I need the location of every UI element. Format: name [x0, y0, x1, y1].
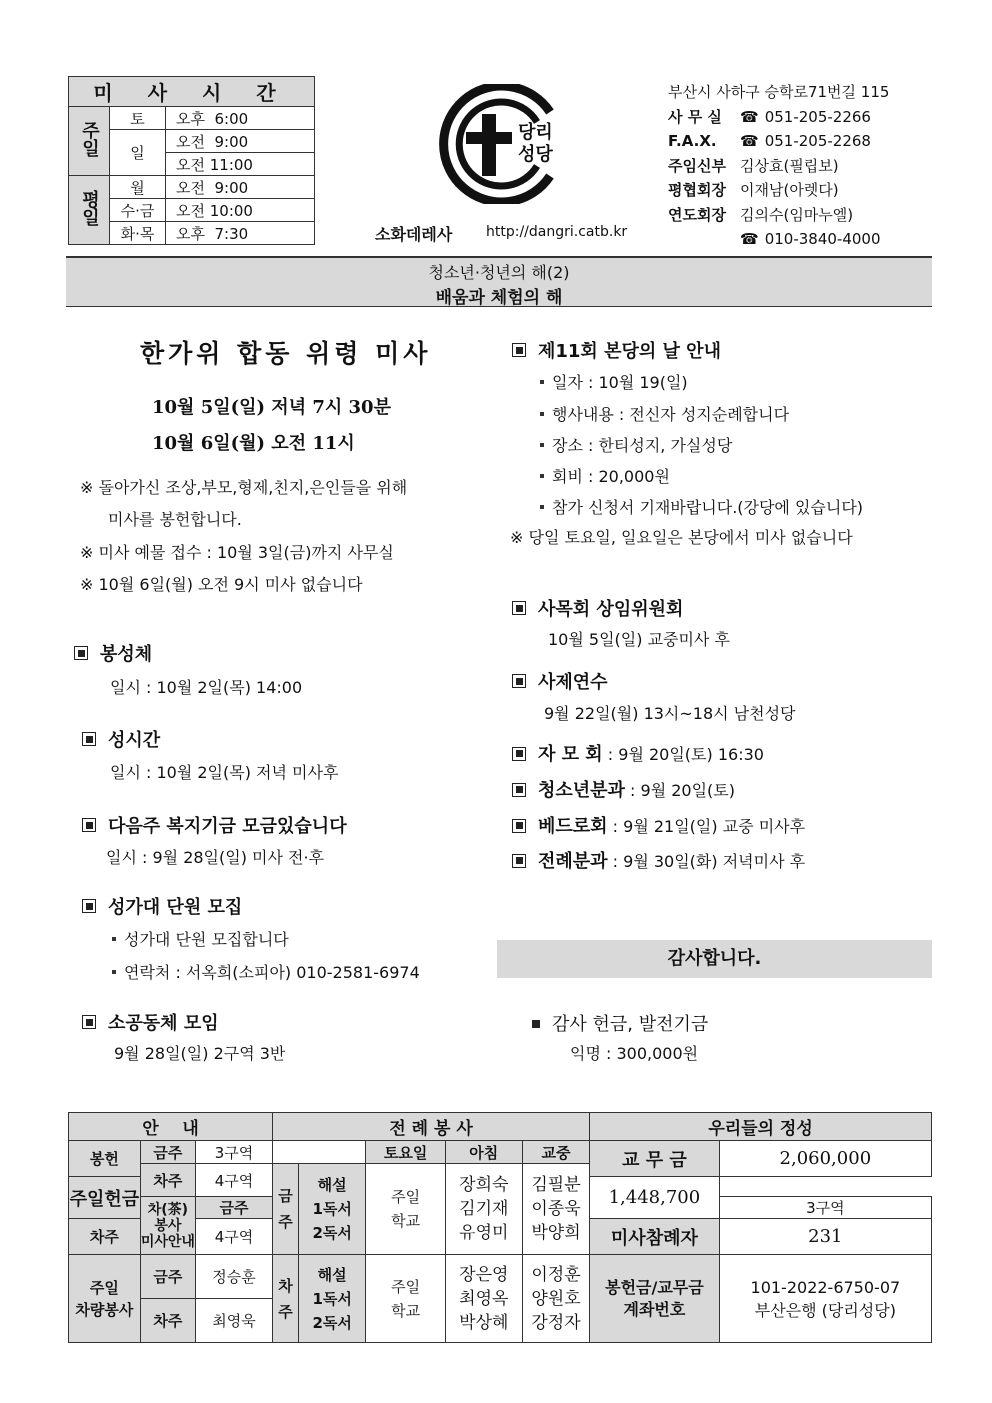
col-header: 아침: [445, 1141, 522, 1164]
day-cell: 화·목: [110, 222, 166, 245]
note-1: ※ 돌아가신 조상,부모,형제,친지,은인들을 위해: [80, 478, 408, 497]
sunday-label: 주일: [69, 107, 110, 176]
time-cell: 오전 10:00: [166, 199, 315, 222]
saturday-cell: 주일 학교: [366, 1164, 445, 1255]
name-cell: 유영미: [459, 1223, 509, 1243]
pilgrim-note: ※ 당일 토요일, 일요일은 본당에서 미사 없습니다: [510, 528, 853, 547]
account-label: 봉헌금/교무금 계좌번호: [590, 1255, 720, 1343]
time-cell: 오전 9:00: [166, 130, 315, 153]
short-item: 베드로회 : 9월 21일(일) 교중 미사후: [512, 812, 805, 838]
address: 부산시 사하구 승학로71번길 115: [668, 83, 890, 101]
time-cell: 오후 7:30: [166, 222, 315, 245]
bottom-info-table: [68, 1112, 932, 1343]
fax-number: 051-205-2268: [764, 132, 871, 150]
list-item: 참가 신청서 기재바랍니다.(강당에 있습니다): [540, 492, 863, 523]
office-label: 사 무 실: [668, 107, 722, 126]
website-link[interactable]: http://dangri.catb.kr: [486, 224, 628, 240]
phone-icon: ☎: [740, 132, 759, 150]
fed-phone: 010-3840-4000: [764, 230, 881, 248]
col-header: 토요일: [366, 1141, 445, 1164]
guide-week: 차주: [69, 1219, 141, 1255]
this-week-label: 금 주: [273, 1164, 299, 1255]
pastor-label: 주임신부: [668, 156, 726, 175]
next-week-label: 차 주: [273, 1255, 299, 1343]
section-title: 제11회 본당의 날 안내: [512, 337, 721, 363]
name-cell: 박상혜: [459, 1312, 509, 1333]
note-3: ※ 미사 예물 접수 : 10월 3일(금)까지 사무실: [80, 543, 394, 562]
guide-value: 4구역: [195, 1164, 272, 1197]
council-name: 이재남(아렛다): [740, 181, 839, 199]
filled-square-icon: [532, 1020, 540, 1028]
chuseok-date-2: 10월 6일(월) 오전 11시: [152, 433, 355, 454]
guide-week: 금주: [140, 1255, 195, 1299]
guide-label: 주일 차량봉사: [69, 1255, 141, 1343]
parish-logo: [432, 84, 572, 204]
offering-header: 우리들의 정성: [590, 1113, 932, 1141]
day-cell: 수·금: [110, 199, 166, 222]
section-title: 성가대 단원 모집: [82, 893, 242, 919]
section-title: 봉성체: [74, 640, 152, 666]
offering-value: 231: [719, 1219, 931, 1255]
col-header: 교중: [522, 1141, 589, 1164]
liturgy-header: 전 례 봉 사: [273, 1113, 590, 1141]
roles-label: 해설 1독서 2독서: [298, 1255, 366, 1343]
roles-label: 해설 1독서 2독서: [298, 1164, 366, 1255]
time-cell: 오전 11:00: [166, 153, 315, 176]
thanks-item: 감사 헌금, 발전기금: [532, 1010, 708, 1036]
account-number: 101-2022-6750-07: [750, 1277, 901, 1297]
name-cell: 박양희: [531, 1223, 581, 1243]
guide-value: 4구역: [195, 1219, 272, 1255]
name-cell: 이종욱: [531, 1199, 581, 1219]
section-body: 일시 : 10월 2일(목) 14:00: [110, 678, 303, 697]
square-bullet-icon: [512, 819, 526, 833]
short-item: 전례분과 : 9월 30일(화) 저녁미사 후: [512, 847, 805, 873]
short-item: 청소년분과 : 9월 20일(토): [512, 776, 735, 802]
square-bullet-icon: [512, 854, 526, 868]
phone-icon: ☎: [740, 230, 759, 248]
section-title: 소공동체 모임: [82, 1009, 219, 1035]
square-bullet-icon: [82, 899, 96, 913]
offering-label: 교 무 금: [590, 1141, 720, 1177]
guide-value: 정승훈: [195, 1255, 272, 1299]
name-cell: 양원호: [531, 1288, 581, 1309]
list-item: 장소 : 한티성지, 가실성당: [540, 430, 732, 461]
name-cell: 최영옥: [459, 1288, 509, 1309]
thanks-detail: 익명 : 300,000원: [570, 1044, 699, 1063]
pastor-name: 김상효(필립보): [740, 156, 839, 175]
section-body: 일시 : 9월 28일(일) 미사 전·후: [106, 848, 325, 867]
logo-text-top: 당리: [518, 122, 553, 143]
guide-week: 금주: [140, 1141, 195, 1164]
section-title: 성시간: [82, 726, 160, 752]
list-item: 성가대 단원 모집합니다: [112, 924, 289, 955]
list-item: 연락처 : 서옥희(소피아) 010-2581-6974: [112, 957, 420, 988]
square-bullet-icon: [74, 646, 88, 660]
guide-value: 3구역: [195, 1141, 272, 1164]
saturday-cell: 주일 학교: [366, 1255, 445, 1343]
council-label: 평협회장: [668, 181, 726, 199]
guide-week: 금주: [195, 1197, 272, 1219]
name-cell: 강정자: [531, 1312, 581, 1333]
contact-block: [668, 80, 889, 252]
fed-label: 연도회장: [668, 205, 726, 224]
banner-line2: 배움과 체험의 해: [435, 288, 563, 308]
name-cell: 장은영: [459, 1264, 509, 1285]
logo-caption: 소화데레사: [375, 225, 453, 244]
square-bullet-icon: [512, 783, 526, 797]
square-bullet-icon: [82, 818, 96, 832]
weekday-label: 평일: [69, 176, 110, 245]
fax-label: F.A.X.: [668, 132, 717, 150]
chuseok-date-1: 10월 5일(일) 저녁 7시 30분: [152, 397, 391, 418]
square-bullet-icon: [512, 343, 526, 357]
guide-header: 안 내: [69, 1113, 273, 1141]
name-cell: 김기재: [459, 1199, 509, 1219]
office-phone: 051-205-2266: [764, 107, 871, 126]
name-cell: 김필분: [531, 1175, 581, 1195]
day-cell: 토: [110, 107, 166, 130]
phone-icon: ☎: [740, 107, 759, 126]
guide-label: 차(茶) 봉사 미사안내: [140, 1197, 195, 1255]
list-item: 일자 : 10월 19(일): [540, 367, 688, 398]
logo-text-bottom: 성당: [518, 144, 553, 165]
section-title: 사목회 상임위원회: [512, 595, 683, 621]
offering-label: 미사참례자: [590, 1219, 720, 1255]
square-bullet-icon: [82, 732, 96, 746]
square-bullet-icon: [512, 674, 526, 688]
short-item: 자 모 회 : 9월 20일(토) 16:30: [512, 740, 764, 766]
section-title: 사제연수: [512, 668, 608, 694]
day-cell: 월: [110, 176, 166, 199]
account-bank: 부산은행 (당리성당): [754, 1300, 896, 1320]
section-body: 일시 : 10월 2일(목) 저녁 미사후: [110, 763, 339, 782]
fed-name: 김의수(임마누엘): [740, 205, 854, 224]
section-body: 9월 22일(월) 13시~18시 남천성당: [544, 704, 796, 723]
section-body: 9월 28일(일) 2구역 3반: [114, 1044, 286, 1063]
name-cell: 장희숙: [459, 1175, 509, 1195]
square-bullet-icon: [512, 601, 526, 615]
thanks-box: 감사합니다.: [497, 940, 932, 978]
banner-line1: 청소년·청년의 해(2): [428, 263, 570, 282]
guide-week: 차주: [140, 1164, 195, 1197]
mass-time-table: [68, 76, 315, 245]
time-cell: 오전 9:00: [166, 176, 315, 199]
note-2: 미사를 봉헌합니다.: [108, 510, 242, 529]
mass-time-title: 미 사 시 간: [69, 77, 315, 107]
chuseok-title: 한가위 합동 위령 미사: [140, 339, 432, 368]
square-bullet-icon: [82, 1015, 96, 1029]
note-4: ※ 10월 6일(월) 오전 9시 미사 없습니다: [80, 575, 363, 594]
list-item: 행사내용 : 전신자 성지순례합니다: [540, 399, 789, 430]
offering-value: 2,060,000: [719, 1141, 931, 1177]
guide-week: 차주: [140, 1299, 195, 1343]
square-bullet-icon: [512, 747, 526, 761]
year-theme-banner: [66, 256, 932, 307]
guide-value: 3구역: [719, 1197, 931, 1219]
offering-label: 주일헌금: [69, 1177, 141, 1219]
offering-value: 1,448,700: [590, 1177, 720, 1219]
name-cell: 이정훈: [531, 1264, 581, 1285]
list-item: 회비 : 20,000원: [540, 461, 670, 492]
day-cell: 일: [110, 130, 166, 176]
time-cell: 오후 6:00: [166, 107, 315, 130]
guide-label: 봉헌: [69, 1141, 141, 1177]
section-body: 10월 5일(일) 교중미사 후: [548, 630, 730, 649]
section-title: 다음주 복지기금 모금있습니다: [82, 812, 347, 838]
guide-value: 최영욱: [195, 1299, 272, 1343]
